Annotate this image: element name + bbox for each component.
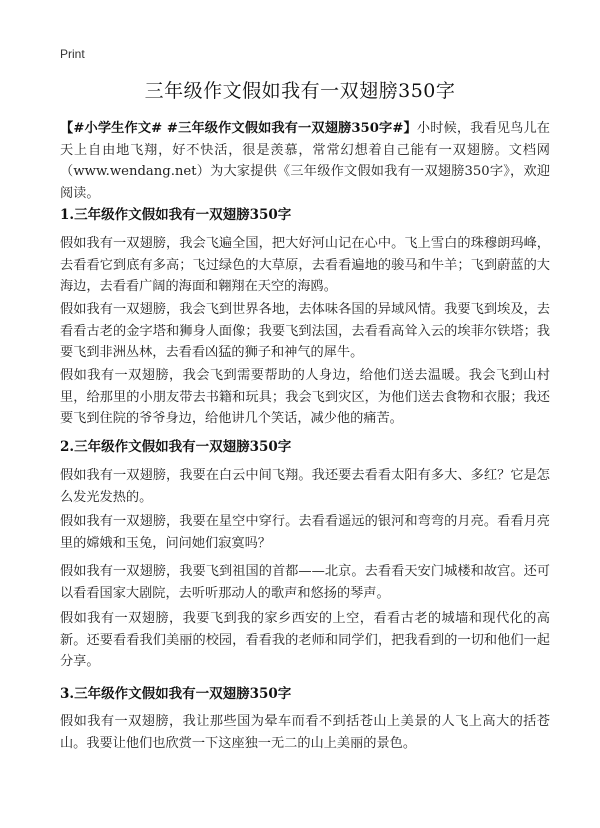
section-heading-3: 3.三年级作文假如我有一双翅膀350字 bbox=[60, 686, 292, 702]
section-heading-1: 1.三年级作文假如我有一双翅膀350字 bbox=[60, 207, 292, 223]
paragraph: 假如我有一双翅膀，我要在星空中穿行。去看看遥远的银河和弯弯的月亮。看看月亮里的嫦娥和玉兔，问问她们寂寞吗？ bbox=[60, 514, 550, 551]
intro-tag: 【#小学生作文# #三年级作文假如我有一双翅膀350字#】 bbox=[60, 121, 417, 136]
paragraph: 假如我有一双翅膀，我要飞到祖国的首都——北京。去看看天安门城楼和故宫。还可以看看国家大剧院，去听听那动人的歌声和悠扬的琴声。 bbox=[60, 564, 550, 601]
page-title: 三年级作文假如我有一双翅膀350字 bbox=[144, 80, 456, 102]
paragraph: 假如我有一双翅膀，我要在白云中间飞翔。我还要去看看太阳有多大、多红？它是怎么发光发热的。 bbox=[60, 468, 550, 505]
paragraph: 假如我有一双翅膀，我让那些国为晕车而看不到括苍山上美景的人飞上高大的括苍山。我要让他们也欣赏一下这座独一无二的山上美丽的景色。 bbox=[60, 714, 550, 751]
print-label[interactable]: Print bbox=[60, 47, 85, 61]
section-heading-2: 2.三年级作文假如我有一双翅膀350字 bbox=[60, 439, 292, 455]
paragraph: 假如我有一双翅膀，我会飞遍全国，把大好河山记在心中。飞上雪白的珠穆朗玛峰，去看看它到底有多高；飞过绿色的大草原，去看看遍地的骏马和牛羊；飞到蔚蓝的大海边，去看看广阔的海面和翱翔在天空的海鸥。 bbox=[60, 236, 550, 294]
intro-paragraph bbox=[60, 118, 550, 204]
intro-text: 小时候，我看见鸟儿在天上自由地飞翔，好不快活，很是羡慕，常常幻想着自己能有一双翅膀。文档网（www.wendang.net）为大家提供《三年级作文假如我有一双翅膀350字》，欢迎阅读。 bbox=[60, 121, 550, 201]
paragraph: 假如我有一双翅膀，我会飞到世界各地，去体味各国的异域风情。我要飞到埃及，去看看古老的金字塔和狮身人面像；我要飞到法国，去看看高耸入云的埃菲尔铁塔；我要飞到非洲丛林，去看看凶猛的狮子和神气的犀牛。 bbox=[60, 302, 550, 360]
paragraph: 假如我有一双翅膀，我会飞到需要帮助的人身边，给他们送去温暖。我会飞到山村里，给那里的小朋友带去书籍和玩具；我会飞到灾区，为他们送去食物和衣服；我还要飞到住院的爷爷身边，给他讲几个笑话，减少他的痛苦。 bbox=[60, 368, 550, 426]
paragraph: 假如我有一双翅膀，我要飞到我的家乡西安的上空，看看古老的城墙和现代化的高新。还要看看我们美丽的校园，看看我的老师和同学们，把我看到的一切和他们一起分享。 bbox=[60, 611, 550, 669]
